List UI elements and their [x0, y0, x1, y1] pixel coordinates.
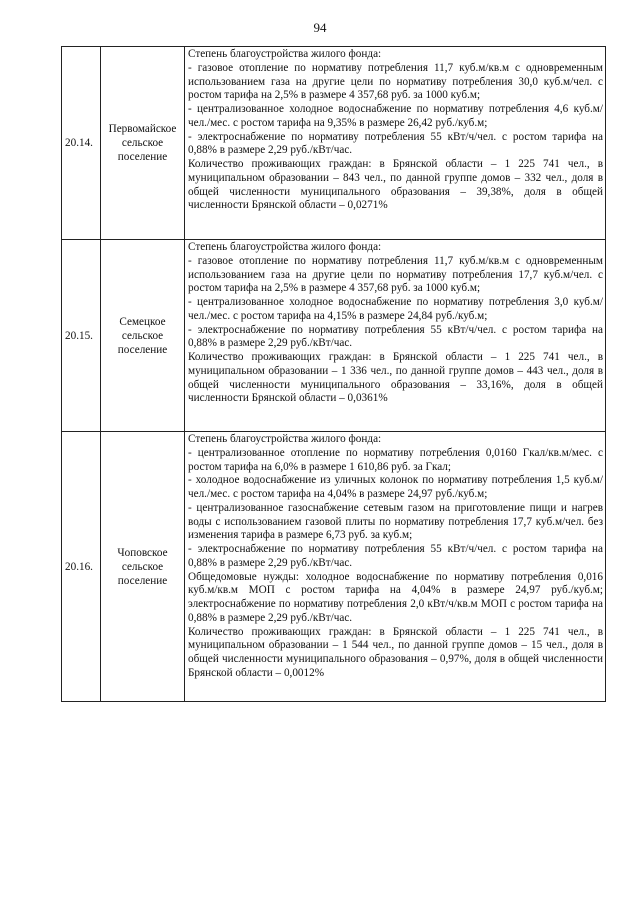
description-paragraph: - электроснабжение по нормативу потребления 55 кВт/ч/чел. с ростом тарифа на 0,88% в размере 2,29 руб./кВт/час.	[188, 130, 603, 157]
description-paragraph: - газовое отопление по нормативу потребления 11,7 куб.м/кв.м с одновременным использованием газа на другие цели по нормативу потребления 30,0 куб.м/чел. с ростом тарифа на 2,5% в размере 4 357,68 руб. за 1000 куб.м;	[188, 61, 603, 102]
description-paragraph: - централизованное холодное водоснабжение по нормативу потребления 3,0 куб.м/чел./мес. с ростом тарифа на 4,15% в размере 24,84 руб./куб.м;	[188, 296, 603, 322]
settlement-name-line: сельское	[121, 137, 164, 149]
description-paragraph: Общедомовые нужды: холодное водоснабжение по нормативу потребления 0,016 куб.м/кв.м МОП с ростом тарифа на 4,04% в размере 24,97 руб./куб.м; электроснабжение по нормативу потребления 2,0 кВт/ч/кв.м МОП с ростом тарифа на 0,88% в размере 2,29 руб./кВт/час.	[188, 570, 603, 624]
description-paragraph: - газовое отопление по нормативу потребления 11,7 куб.м/кв.м с одновременным использованием газа на другие цели по нормативу потребления 17,7 куб.м/чел. с ростом тарифа на 2,5% в размере 4 357,68 руб. за 1000 куб.м;	[188, 254, 603, 295]
settlement-name-line: Первомайское	[108, 123, 177, 135]
description-cell	[185, 240, 606, 432]
settlement-name-line: поселение	[117, 343, 168, 356]
table-row	[62, 432, 606, 702]
row-number: 20.16.	[62, 432, 101, 702]
description-paragraph: - централизованное отопление по нормативу потребления 0,0160 Гкал/кв.м/мес. с ростом тарифа на 6,0% в размере 1 610,86 руб. за Гкал;	[188, 446, 603, 473]
description-paragraph: - электроснабжение по нормативу потребления 55 кВт/ч/чел. с ростом тарифа на 0,88% в размере 2,29 руб./кВт/час.	[188, 323, 603, 350]
description-paragraph: Степень благоустройства жилого фонда:	[188, 241, 382, 253]
settlement-name	[101, 240, 185, 432]
settlement-name-line: Семецкое	[119, 315, 166, 328]
description-paragraph: Количество проживающих граждан: в Брянской области – 1 225 741 чел., в муниципальном образовании – 1 336 чел., по данной группе домов – 443 чел., доля в общей численности муниципального образования – 33,16%, доля в общей численности Брянской области – 0,0361%	[188, 351, 603, 405]
description-paragraph: Количество проживающих граждан: в Брянской области – 1 225 741 чел., в муниципальном образовании – 843 чел., по данной группе домов – 332 чел., доля в общей численности муниципального образования – 39,38%, доля в общей численности Брянской области – 0,0271%	[188, 158, 603, 212]
description-paragraph: - холодное водоснабжение из уличных колонок по нормативу потребления 1,5 куб.м/чел./мес. с ростом тарифа на 4,04% в размере 24,97 руб./куб.м;	[188, 474, 603, 500]
description-paragraph: - централизованное газоснабжение сетевым газом на приготовление пищи и нагрев воды с использованием газовой плиты по нормативу потребления 17,7 куб.м/чел. без изменения тарифа в размере 6,73 руб. за куб.м;	[188, 501, 603, 542]
settlement-name-line: поселение	[117, 574, 168, 587]
description-paragraph: Степень благоустройства жилого фонда:	[188, 433, 382, 445]
description-cell	[185, 432, 606, 702]
settlement-name-line: сельское	[121, 329, 164, 342]
description-paragraph: Степень благоустройства жилого фонда:	[188, 48, 382, 60]
row-number: 20.15.	[62, 240, 101, 432]
row-number: 20.14.	[62, 47, 101, 240]
table-row	[62, 47, 606, 240]
description-paragraph: - централизованное холодное водоснабжение по нормативу потребления 4,6 куб.м/чел./мес. с ростом тарифа на 9,35% в размере 26,42 руб./куб.м;	[188, 103, 603, 129]
settlement-name-line: Чоповское	[117, 546, 168, 559]
settlement-name	[101, 432, 185, 702]
tariff-table	[61, 46, 606, 702]
settlement-name-line: поселение	[117, 151, 168, 163]
description-cell	[185, 47, 606, 240]
settlement-name	[101, 47, 185, 240]
table-row	[62, 240, 606, 432]
page-number: 94	[313, 20, 327, 35]
settlement-name-line: сельское	[121, 560, 164, 573]
description-paragraph: Количество проживающих граждан: в Брянской области – 1 225 741 чел., в муниципальном образовании – 1 544 чел., по данной группе домов – 15 чел., доля в общей численности муниципального образования – 0,97%, доля в общей численности Брянской области – 0,0012%	[188, 625, 603, 679]
description-paragraph: - электроснабжение по нормативу потребления 55 кВт/ч/чел. с ростом тарифа на 0,88% в размере 2,29 руб./кВт/час.	[188, 543, 603, 569]
